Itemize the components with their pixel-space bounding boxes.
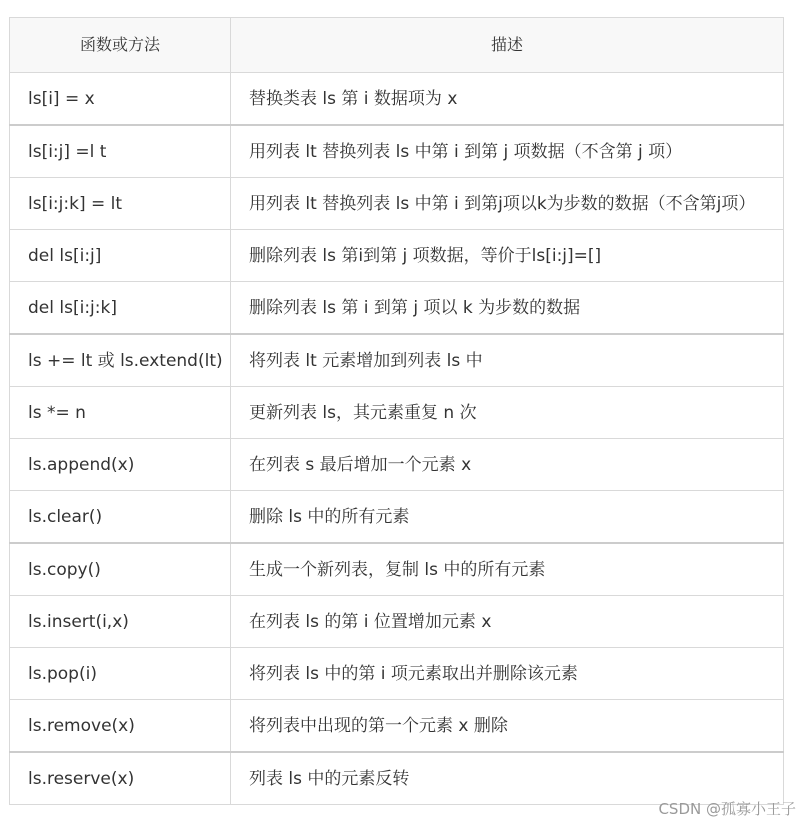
table-row: [10, 387, 784, 439]
header-row: [10, 18, 784, 73]
method-cell: ls.copy(): [10, 543, 231, 596]
description-cell: 在列表 ls 的第 i 位置增加元素 x: [231, 596, 784, 648]
table-row: [10, 700, 784, 753]
method-cell: ls[i:j] =l t: [10, 125, 231, 178]
description-cell: 用列表 lt 替换列表 ls 中第 i 到第 j 项数据（不含第 j 项）: [231, 125, 784, 178]
description-cell: 替换类表 ls 第 i 数据项为 x: [231, 73, 784, 126]
header-method: 函数或方法: [10, 18, 231, 73]
method-cell: ls.reserve(x): [10, 752, 231, 805]
table-row: [10, 125, 784, 178]
method-cell: ls[i] = x: [10, 73, 231, 126]
method-cell: ls *= n: [10, 387, 231, 439]
table-row: [10, 439, 784, 491]
method-cell: ls.remove(x): [10, 700, 231, 753]
description-cell: 生成一个新列表，复制 ls 中的所有元素: [231, 543, 784, 596]
table-row: [10, 491, 784, 544]
method-cell: del ls[i:j:k]: [10, 282, 231, 335]
method-cell: ls[i:j:k] = lt: [10, 178, 231, 230]
description-cell: 将列表中出现的第一个元素 x 删除: [231, 700, 784, 753]
header-description: 描述: [231, 18, 784, 73]
description-cell: 更新列表 ls，其元素重复 n 次: [231, 387, 784, 439]
table-row: [10, 178, 784, 230]
description-cell: 删除列表 ls 第 i 到第 j 项以 k 为步数的数据: [231, 282, 784, 335]
table-row: [10, 596, 784, 648]
description-cell: 列表 ls 中的元素反转: [231, 752, 784, 805]
method-cell: del ls[i:j]: [10, 230, 231, 282]
method-cell: ls.append(x): [10, 439, 231, 491]
description-cell: 将列表 ls 中的第 i 项元素取出并删除该元素: [231, 648, 784, 700]
method-cell: ls += lt 或 ls.extend(lt): [10, 334, 231, 387]
table-row: [10, 543, 784, 596]
description-cell: 在列表 s 最后增加一个元素 x: [231, 439, 784, 491]
table-row: [10, 282, 784, 335]
methods-table: [9, 17, 784, 805]
table-body: [10, 73, 784, 805]
table-row: [10, 648, 784, 700]
method-cell: ls.insert(i,x): [10, 596, 231, 648]
table-row: [10, 752, 784, 805]
description-cell: 将列表 lt 元素增加到列表 ls 中: [231, 334, 784, 387]
method-cell: ls.pop(i): [10, 648, 231, 700]
table-header: [10, 18, 784, 73]
csdn-watermark: CSDN @孤寡小王子: [658, 800, 796, 818]
table-row: [10, 334, 784, 387]
table-row: [10, 230, 784, 282]
method-cell: ls.clear(): [10, 491, 231, 544]
description-cell: 用列表 lt 替换列表 ls 中第 i 到第j项以k为步数的数据（不含第j项）: [231, 178, 784, 230]
description-cell: 删除 ls 中的所有元素: [231, 491, 784, 544]
table-row: [10, 73, 784, 126]
description-cell: 删除列表 ls 第i到第 j 项数据，等价于ls[i:j]=[]: [231, 230, 784, 282]
